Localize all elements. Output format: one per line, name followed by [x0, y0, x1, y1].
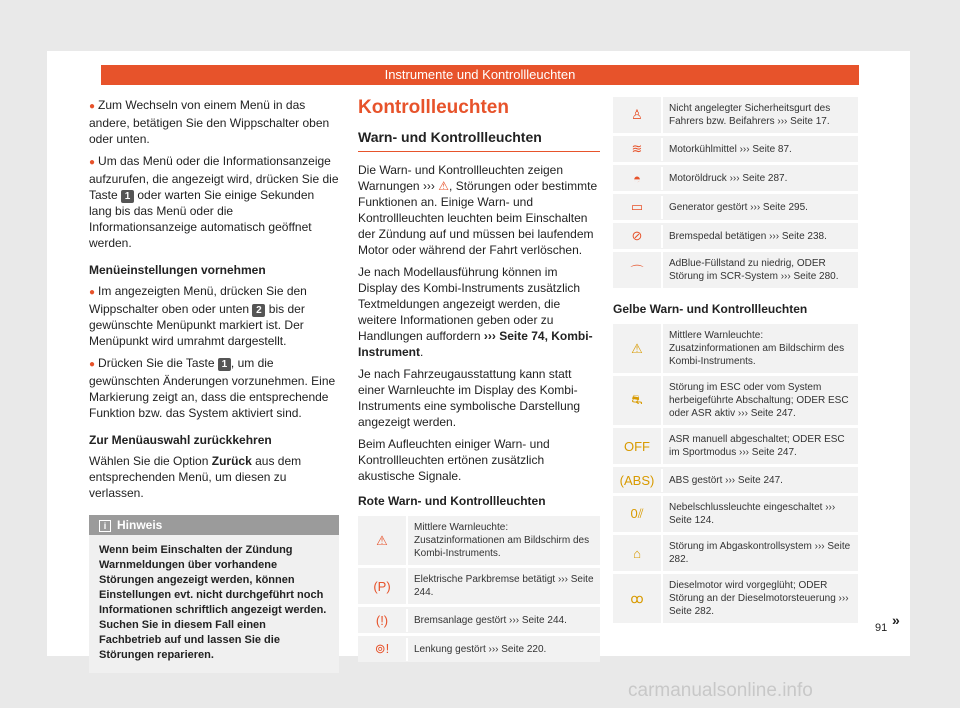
light-description: Störung im ESC oder vom System herbeigeführte Abschaltung; ODER ESC oder ASR aktiv ››› Seite 247.	[661, 376, 858, 425]
warning-triangle-icon: ⚠	[438, 179, 450, 193]
page-number: 91	[875, 622, 888, 634]
yellow-lights-table	[613, 324, 858, 623]
light-row	[613, 535, 858, 571]
light-row	[358, 607, 600, 633]
info-icon: i	[99, 520, 111, 532]
paragraph-2: Je nach Modellausführung können im Display des Kombi-Instruments zusätzlich Textmeldungen angezeigt werden, die weitere Informationen geben oder zu Handlungen auffordern ››› Seite 74, Kombi-Instrument.	[358, 265, 593, 359]
light-description: Störung im Abgaskontrollsystem ››› Seite 282.	[661, 535, 858, 571]
light-row	[613, 467, 858, 493]
hint-header: i Hinweis	[89, 515, 339, 535]
light-description: Dieselmotor wird vorgeglüht; ODER Störung an der Dieselmotorsteuerung ››› Seite 282.	[661, 574, 858, 623]
warning-light-icon: ⊚!	[374, 641, 390, 656]
light-row	[613, 428, 858, 464]
light-description: ABS gestört ››› Seite 247.	[661, 469, 858, 492]
warning-light-icon: ⚠	[376, 532, 388, 548]
bullet-dot-icon: ●	[89, 157, 96, 168]
warning-light-icon: ♙	[631, 107, 643, 122]
section-title: Kontrollleuchten	[358, 97, 509, 118]
light-description: Motorkühlmittel ››› Seite 87.	[661, 138, 858, 161]
page-link[interactable]: ››› Seite 74, Kombi-Instrument	[358, 329, 593, 359]
warning-light-icon: ▭	[630, 199, 644, 214]
paragraph-3: Je nach Fahrzeugausstattung kann statt einer Warnleuchte im Display des Kombi-Instruments eine symbolische Darstellung angezeigt werden.	[358, 367, 581, 429]
bullet-4: ● Drücken Sie die Taste 1 , um die gewünschten Änderungen vorzunehmen. Eine Markierung zeigt an, dass die entsprechende Funktion bzw. das System aktiviert sind.	[89, 356, 336, 420]
warning-light-icon: ⛐	[631, 391, 643, 407]
key-number-badge: 2	[252, 304, 265, 317]
key-number-badge: 1	[218, 358, 231, 371]
warning-light-icon: ◓	[633, 170, 641, 186]
light-row	[358, 636, 600, 662]
light-row	[613, 376, 858, 425]
red-lights-table-continued	[613, 97, 858, 288]
subheading-return: Zur Menüauswahl zurückkehren	[89, 433, 272, 447]
light-row	[613, 223, 858, 249]
warning-light-icon: (P)	[373, 578, 391, 594]
warning-light-icon: (!)	[375, 612, 389, 628]
light-row	[613, 136, 858, 162]
column-right	[613, 97, 858, 626]
warning-light-icon: ≋	[631, 141, 643, 156]
bullet-1: ● Zum Wechseln von einem Menü in das andere, betätigen Sie den Wippschalter oben oder unten.	[89, 98, 330, 146]
light-description: Elektrische Parkbremse betätigt ››› Seite 244.	[406, 568, 600, 604]
light-row	[613, 574, 858, 623]
light-description: Bremspedal betätigen ››› Seite 238.	[661, 225, 858, 248]
warning-light-icon: ⌒	[630, 263, 644, 279]
column-middle	[358, 97, 600, 665]
warning-light-icon: ⌂	[633, 545, 641, 561]
warning-light-icon: ꝏ	[630, 590, 644, 606]
light-row	[613, 496, 858, 532]
red-lights-table	[358, 516, 600, 662]
paragraph-4: Beim Aufleuchten einiger Warn- und Kontrollleuchten ertönen zusätzlich akustische Signale.	[358, 437, 550, 483]
light-description: Nicht angelegter Sicherheitsgurt des Fahrers bzw. Beifahrers ››› Seite 17.	[661, 97, 858, 133]
bullet-2: ● Um das Menü oder die Informationsanzeige aufzurufen, die angezeigt wird, drücken Sie die Taste 1 oder warten Sie einige Sekunden lang bis das Menü oder die Informationsanzeige automatisch geöffnet werden.	[89, 154, 339, 250]
warning-light-icon: ⊘	[631, 228, 643, 243]
light-description: ASR manuell abgeschaltet; ODER ESC im Sportmodus ››› Seite 247.	[661, 428, 858, 464]
subheading-settings: Menüeinstellungen vornehmen	[89, 263, 266, 277]
light-description: Nebelschlussleuchte eingeschaltet ››› Seite 124.	[661, 496, 858, 532]
section-subtitle: Warn- und Kontrollleuchten	[358, 129, 600, 152]
light-row	[613, 194, 858, 220]
hint-box	[89, 515, 339, 673]
page-header: Instrumente und Kontrollleuchten	[101, 65, 859, 85]
paragraph-1: Die Warn- und Kontrollleuchten zeigen Warnungen ››› ⚠, Störungen oder bestimmte Funktionen an. Einige Warn- und Kontrollleuchten leuchten beim Einschalten der Zündung auf und müssen bei laufendem Motor oder während der Fahrt verlöschen.	[358, 163, 598, 257]
light-row	[613, 324, 858, 373]
light-description: Mittlere Warnleuchte: Zusatzinformationen am Bildschirm des Kombi-Instruments.	[406, 516, 600, 565]
yellow-lights-heading: Gelbe Warn- und Kontrollleuchten	[613, 302, 808, 316]
bullet-3: ● Im angezeigten Menü, drücken Sie den Wippschalter oben oder unten 2 bis der gewünschte Menüpunkt markiert ist. Der Menüpunkt wird umrahmt dargestellt.	[89, 284, 307, 348]
light-row	[613, 252, 858, 288]
light-description: Motoröldruck ››› Seite 287.	[661, 167, 858, 190]
red-lights-heading: Rote Warn- und Kontrollleuchten	[358, 494, 546, 508]
warning-light-icon: OFF	[624, 438, 650, 454]
light-description: Lenkung gestört ››› Seite 220.	[406, 638, 600, 661]
warning-light-icon: (ABS)	[619, 472, 655, 488]
bullet-dot-icon: ●	[89, 287, 96, 298]
light-description: Mittlere Warnleuchte: Zusatzinformationen am Bildschirm des Kombi-Instruments.	[661, 324, 858, 373]
warning-light-icon: 0⫽	[630, 506, 644, 521]
light-row	[358, 568, 600, 604]
bullet-dot-icon: ●	[89, 101, 96, 112]
light-row	[613, 165, 858, 191]
light-description: Generator gestört ››› Seite 295.	[661, 196, 858, 219]
light-description: AdBlue-Füllstand zu niedrig, ODER Störung im SCR-System ››› Seite 280.	[661, 252, 858, 288]
paragraph-return: Wählen Sie die Option Zurück aus dem entsprechenden Menü, um diesen zu verlassen.	[89, 454, 302, 500]
light-description: Bremsanlage gestört ››› Seite 244.	[406, 609, 600, 632]
light-row	[358, 516, 600, 565]
warning-light-icon: ⚠	[631, 340, 643, 356]
key-number-badge: 1	[121, 190, 134, 203]
hint-text: Wenn beim Einschalten der Zündung Warnmeldungen über vorhandene Störungen angezeigt werden, können Einstellungen evt. nicht durchgeführt noch Informationen schriftlich angezeigt werden. Suchen Sie in diesem Fall einen Fachbetrieb auf und lassen Sie die Störungen reparieren.	[99, 544, 327, 661]
watermark: carmanualsonline.info	[628, 680, 813, 701]
light-row	[613, 97, 858, 133]
manual-page	[47, 51, 910, 661]
bullet-dot-icon: ●	[89, 359, 96, 370]
column-left	[89, 97, 339, 673]
warning-link[interactable]: ›››	[422, 179, 435, 193]
continue-marker: »	[892, 612, 900, 628]
